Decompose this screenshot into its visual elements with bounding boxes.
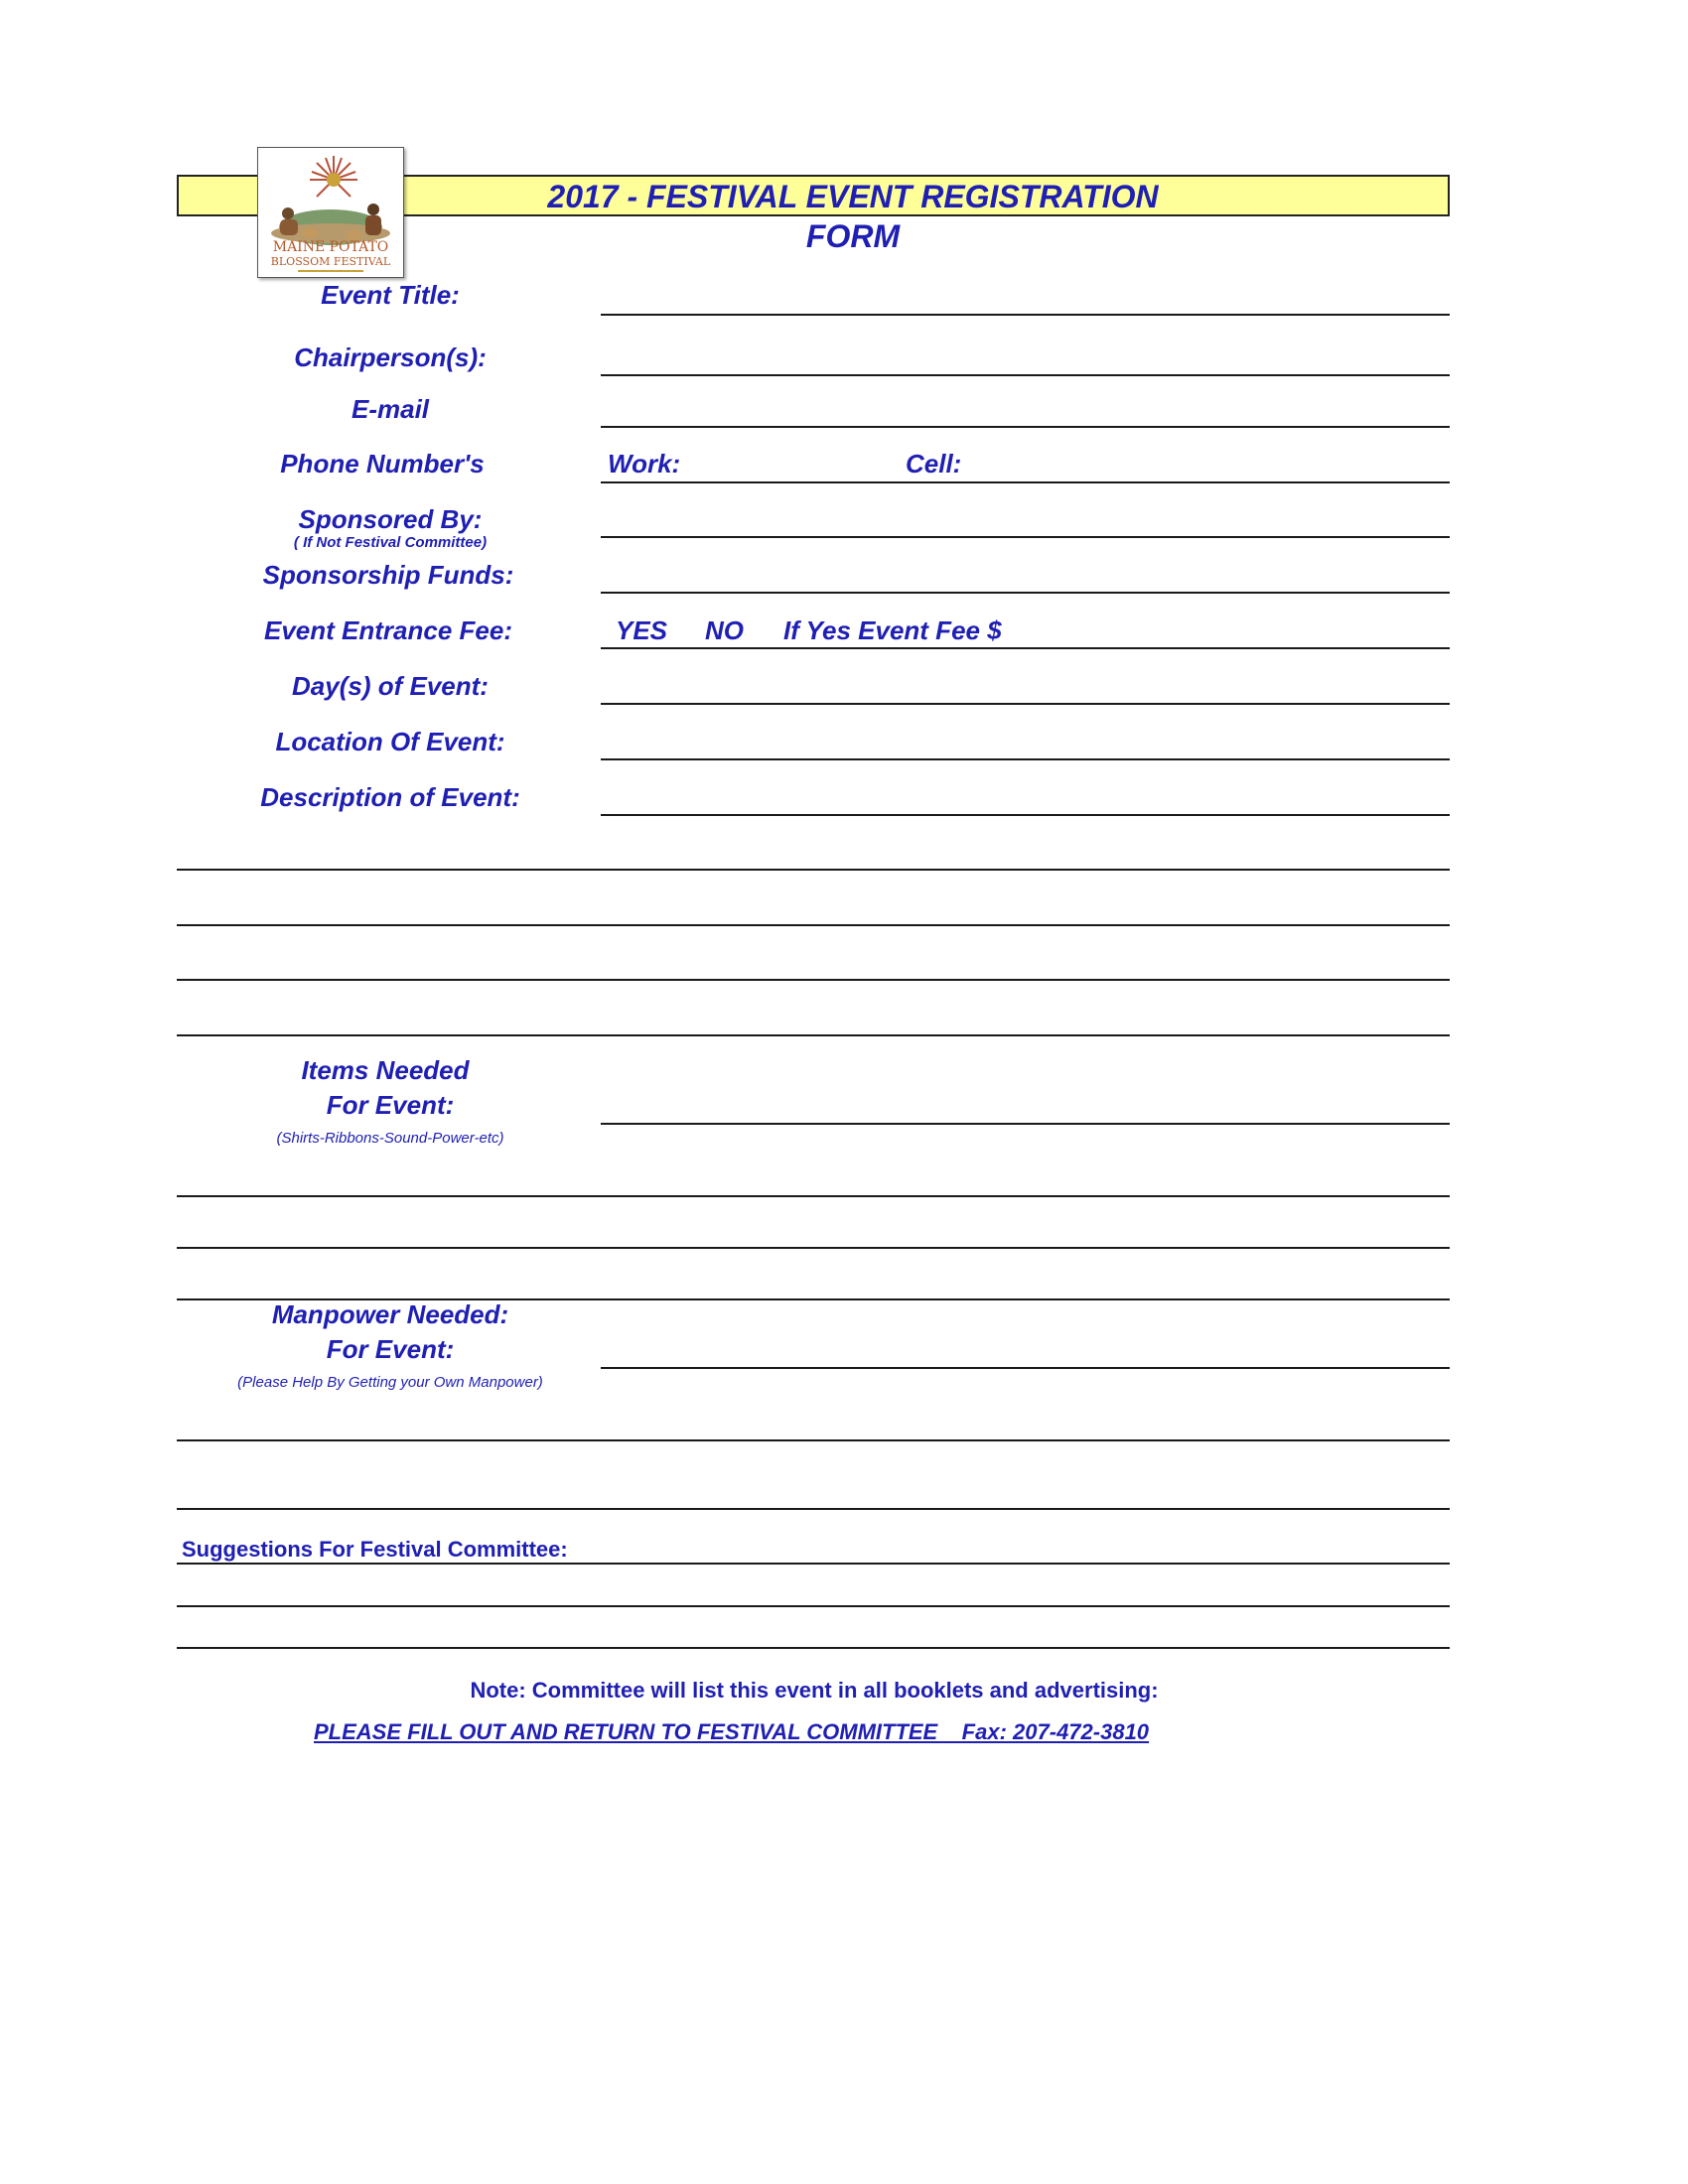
- items-needed-label-2: For Event:: [326, 1090, 455, 1120]
- suggestions-line[interactable]: [177, 1563, 1450, 1565]
- description-line-5[interactable]: [177, 1034, 1450, 1036]
- phone-cell-label: Cell:: [906, 449, 962, 478]
- manpower-label-1: Manpower Needed:: [271, 1299, 509, 1329]
- description-line-2[interactable]: [177, 869, 1450, 871]
- days-label: Day(s) of Event:: [292, 671, 489, 701]
- location-label: Location Of Event:: [275, 727, 505, 756]
- form-title: 2017 - FESTIVAL EVENT REGISTRATION FORM: [547, 179, 1159, 254]
- sponsorship-funds-line[interactable]: [601, 592, 1450, 594]
- items-needed-line-3[interactable]: [177, 1247, 1450, 1249]
- chairperson-line[interactable]: [601, 374, 1450, 376]
- manpower-label-2: For Event:: [326, 1334, 455, 1364]
- event-title-label: Event Title:: [321, 280, 460, 310]
- description-line[interactable]: [601, 814, 1450, 816]
- footer-note: Note: Committee will list this event in all booklets and advertising:: [470, 1678, 1159, 1703]
- sponsorship-funds-label: Sponsorship Funds:: [262, 560, 514, 590]
- festival-logo: [257, 147, 404, 278]
- email-line[interactable]: [601, 426, 1450, 428]
- location-line[interactable]: [601, 758, 1450, 760]
- items-needed-line-2[interactable]: [177, 1195, 1450, 1197]
- suggestions-line-2[interactable]: [177, 1605, 1450, 1607]
- suggestions-line-3[interactable]: [177, 1647, 1450, 1649]
- sponsored-by-note: ( If Not Festival Committee): [293, 534, 488, 551]
- manpower-note: (Please Help By Getting your Own Manpower): [237, 1374, 543, 1391]
- svg-text:BLOSSOM FESTIVAL: BLOSSOM FESTIVAL: [270, 255, 391, 268]
- fee-amount-label: If Yes Event Fee $: [783, 615, 1002, 645]
- phone-line[interactable]: [601, 481, 1450, 483]
- entrance-fee-line[interactable]: [601, 647, 1450, 649]
- days-line[interactable]: [601, 703, 1450, 705]
- items-needed-line[interactable]: [601, 1123, 1450, 1125]
- phone-label: Phone Number's: [280, 449, 485, 478]
- description-line-3[interactable]: [177, 924, 1450, 926]
- manpower-line-2[interactable]: [177, 1439, 1450, 1441]
- footer-instruction: PLEASE FILL OUT AND RETURN TO FESTIVAL COMMITTEE Fax: 207-472-3810: [314, 1719, 1150, 1744]
- items-needed-label-1: Items Needed: [301, 1055, 470, 1085]
- sponsored-by-line[interactable]: [601, 536, 1450, 538]
- description-line-4[interactable]: [177, 979, 1450, 981]
- email-label: E-mail: [351, 394, 430, 424]
- potato-blossom-logo-icon: [258, 148, 403, 277]
- suggestions-label: Suggestions For Festival Committee:: [182, 1537, 568, 1562]
- entrance-fee-label: Event Entrance Fee:: [264, 615, 512, 645]
- description-label: Description of Event:: [260, 782, 520, 812]
- chairperson-label: Chairperson(s):: [294, 342, 487, 372]
- event-title-line[interactable]: [601, 314, 1450, 316]
- phone-work-label: Work:: [608, 449, 681, 478]
- items-needed-note: (Shirts-Ribbons-Sound-Power-etc): [276, 1130, 504, 1147]
- sponsored-by-label: Sponsored By:: [298, 504, 483, 534]
- manpower-line[interactable]: [601, 1367, 1450, 1369]
- manpower-line-3[interactable]: [177, 1508, 1450, 1510]
- svg-text:MAINE POTATO: MAINE POTATO: [272, 239, 389, 255]
- fee-no-option[interactable]: NO: [705, 615, 744, 645]
- fee-yes-option[interactable]: YES: [616, 615, 668, 645]
